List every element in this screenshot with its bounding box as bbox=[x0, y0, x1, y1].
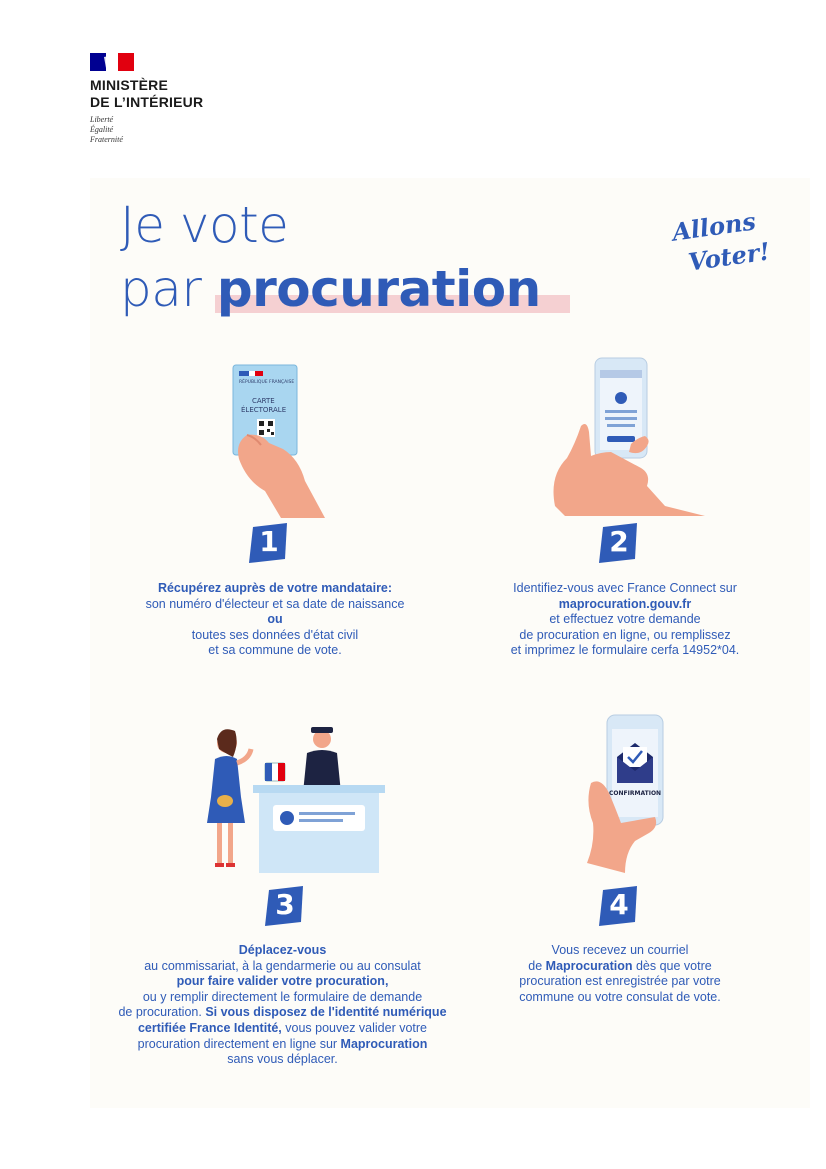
step-3-badge bbox=[263, 886, 307, 926]
motto-fraternite: Fraternité bbox=[90, 135, 123, 144]
step-4-text-part: de bbox=[528, 958, 546, 973]
step-3-text-part: de procuration. bbox=[118, 1005, 206, 1020]
step-3-validate: pour faire valider votre procuration, bbox=[176, 974, 389, 989]
step-4-number: 4 bbox=[609, 888, 629, 921]
step-3-line: au commissariat, à la gendarmerie ou au consulat bbox=[144, 958, 421, 973]
motto-liberte: Liberté bbox=[90, 115, 114, 124]
step-4-text-part: dès que votre bbox=[632, 958, 712, 973]
desk-officer-illustration bbox=[195, 723, 405, 878]
step-3-heading: Déplacez-vous bbox=[238, 943, 327, 957]
electoral-card-illustration bbox=[225, 363, 335, 518]
card-title2: ÉLECTORALE bbox=[241, 406, 287, 414]
step-3-text bbox=[105, 943, 460, 1068]
step-3-text-part: vous pouvez valider votre bbox=[281, 1020, 428, 1035]
step-4-line: commune ou votre consulat de vote. bbox=[519, 989, 721, 1004]
step-1-badge bbox=[247, 523, 291, 563]
ministry-name-line2: DE L’INTÉRIEUR bbox=[90, 94, 204, 110]
step-3-line bbox=[105, 1021, 460, 1037]
step-3-line: ou y remplir directement le formulaire de demande bbox=[142, 989, 423, 1004]
step-1-line: et sa commune de vote. bbox=[208, 643, 342, 658]
step-1-line: son numéro d'électeur et sa date de naissance bbox=[145, 596, 405, 611]
step-3-number: 3 bbox=[275, 888, 295, 921]
slogan-line1: Allons bbox=[670, 206, 758, 247]
step-1-line bbox=[115, 581, 435, 597]
step-2-line: et effectuez votre demande bbox=[549, 612, 701, 627]
step-4-line bbox=[470, 959, 770, 975]
step-3-bold-part: Si vous disposez de l'identité numérique bbox=[205, 1005, 447, 1020]
title-bold-word: procuration bbox=[216, 260, 541, 318]
step-2-badge bbox=[597, 523, 641, 563]
step-2-number: 2 bbox=[609, 525, 629, 558]
step-1-heading: Récupérez auprès de votre mandataire: bbox=[157, 581, 393, 595]
confirmation-label: CONFIRMATION bbox=[609, 790, 662, 797]
slogan-line2: Voter! bbox=[686, 236, 772, 277]
step-2-line bbox=[465, 597, 785, 613]
step-4-line: Vous recevez un courriel bbox=[551, 943, 689, 957]
step-1-line: toutes ses données d'état civil bbox=[191, 627, 359, 642]
step-2-website: maprocuration.gouv.fr bbox=[558, 596, 692, 611]
ministry-logo bbox=[90, 53, 290, 153]
step-4-text bbox=[470, 943, 770, 1005]
motto-egalite: Égalité bbox=[90, 125, 114, 134]
step-1-text bbox=[115, 581, 435, 659]
ministry-name-line1: MINISTÈRE bbox=[90, 77, 169, 93]
marianne-flag-icon bbox=[90, 53, 134, 71]
step-4-bold-part: Maprocuration bbox=[545, 958, 633, 973]
phone-hand-illustration bbox=[545, 356, 705, 516]
title-prefix: par bbox=[120, 260, 217, 318]
step-1-line bbox=[115, 612, 435, 628]
poster-panel bbox=[90, 178, 810, 1108]
step-3-line bbox=[105, 1005, 460, 1021]
step-2-line: et imprimez le formulaire cerfa 14952*04. bbox=[510, 643, 740, 658]
step-3-bold-part: Maprocuration bbox=[340, 1036, 428, 1051]
title-line1: Je vote bbox=[120, 196, 289, 254]
step-3-bold-part: certifiée France Identité, bbox=[137, 1020, 282, 1035]
step-3-line bbox=[105, 974, 460, 990]
title-line2 bbox=[120, 260, 541, 318]
step-3-line bbox=[105, 943, 460, 959]
confirmation-phone-illustration bbox=[585, 713, 705, 878]
allons-voter-slogan bbox=[662, 208, 772, 283]
step-4-badge bbox=[597, 886, 641, 926]
step-3-line bbox=[105, 1037, 460, 1053]
step-1-number: 1 bbox=[259, 525, 279, 558]
step-3-text-part: procuration directement en ligne sur bbox=[137, 1036, 341, 1051]
step-4-line: procuration est enregistrée par votre bbox=[519, 974, 721, 989]
step-2-line: Identifiez-vous avec France Connect sur bbox=[513, 581, 737, 595]
step-1-or: ou bbox=[267, 612, 283, 627]
card-title1: CARTE bbox=[252, 397, 275, 405]
step-2-line: de procuration en ligne, ou remplissez bbox=[519, 627, 731, 642]
card-rf-label: RÉPUBLIQUE FRANÇAISE bbox=[239, 380, 295, 385]
step-2-text bbox=[465, 581, 785, 659]
step-3-line: sans vous déplacer. bbox=[227, 1052, 338, 1067]
